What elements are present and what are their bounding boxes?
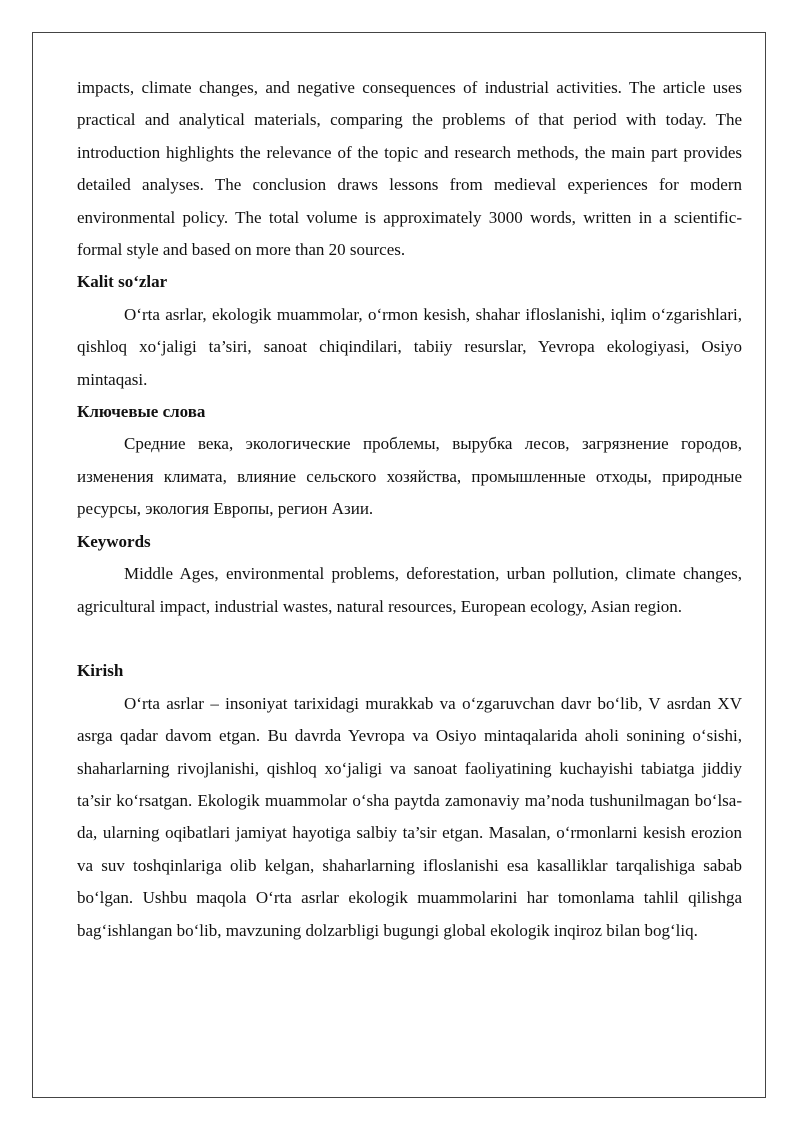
keywords-ru-text: Средние века, экологические проблемы, вырубка лесов, загрязнение городов, изменения климата, влияние сельского хозяйства, промышленные отходы, природные ресурсы, экология Европы, регион Азии.	[77, 434, 742, 519]
introduction-text: O‘rta asrlar – insoniyat tarixidagi murakkab va o‘zgaruvchan davr bo‘lib, V asrdan XV asrga qadar davom etgan. Bu davrda Yevropa va Osiyo mintaqalarida aholi sonining o‘sishi, shaharlarning rivojlanishi, qishloq xo‘jaligi va sanoat faoliyatining kuchayishi tabiatga jiddiy ta’sir ko‘rsatgan. Ekologik muammolar o‘sha paytda zamonaviy ma’noda tushunilmagan bo‘lsa-da, ularning oqibatlari jamiyat hayotiga salbiy ta’sir etgan. Masalan, o‘rmonlarni kesish erozion va suv toshqinlariga olib kelgan, shaharlarning ifloslanishi esa kasalliklar tarqalishiga sabab bo‘lgan. Ushbu maqola O‘rta asrlar ekologik muammolarini har tomonlama tahlil qilishga bag‘ishlangan bo‘lib, mavzuning dolzarbligi bugungi global ekologik inqiroz bilan bog‘liq.	[77, 693, 742, 940]
document-body	[77, 72, 742, 947]
keywords-uz-text: O‘rta asrlar, ekologik muammolar, o‘rmon kesish, shahar ifloslanishi, iqlim o‘zgarishlari, qishloq xo‘jaligi ta’siri, sanoat chiqindilari, tabiiy resurslar, Yevropa ekologiyasi, Osiyo mintaqasi.	[77, 304, 742, 389]
keywords-en-text: Middle Ages, environmental problems, deforestation, urban pollution, climate changes, agricultural impact, industrial wastes, natural resources, European ecology, Asian region.	[77, 564, 742, 616]
keywords-en-heading: Keywords	[77, 531, 151, 551]
introduction-heading: Kirish	[77, 661, 124, 681]
abstract-continuation: impacts, climate changes, and negative consequences of industrial activities. The article uses practical and analytical materials, comparing the problems of that period with today. The introduction highlights the relevance of the topic and research methods, the main part provides detailed analyses. The conclusion draws lessons from medieval experiences for modern environmental policy. The total volume is approximately 3000 words, written in a scientific-formal style and based on more than 20 sources.	[77, 78, 742, 260]
section-spacer	[77, 623, 742, 655]
keywords-uz-heading: Kalit so‘zlar	[77, 272, 168, 292]
keywords-ru-heading: Ключевые слова	[77, 402, 206, 422]
